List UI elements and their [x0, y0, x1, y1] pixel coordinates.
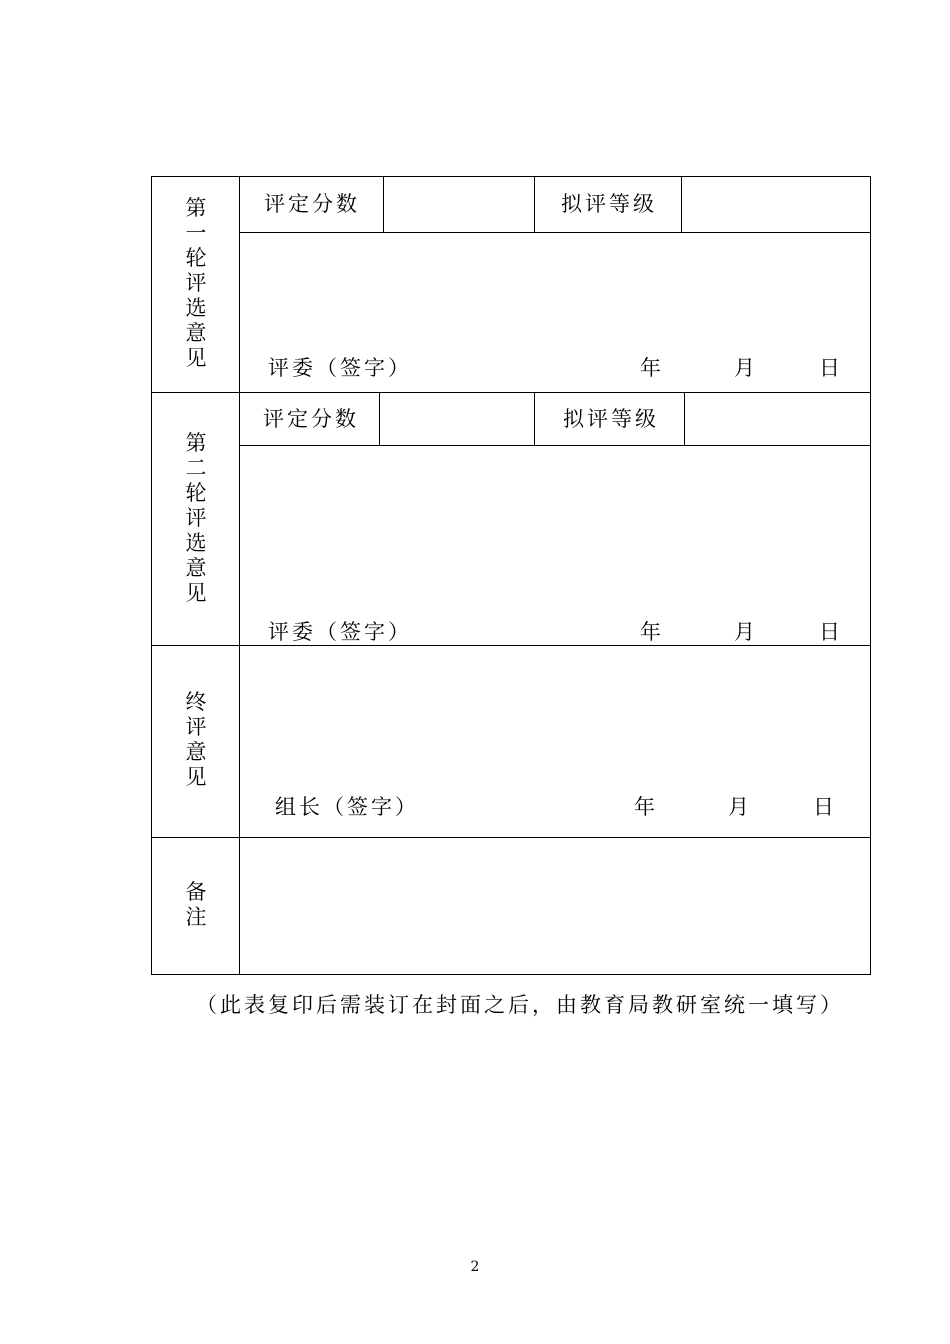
final-year: 年 [634, 795, 658, 819]
round2-day: 日 [819, 620, 843, 644]
final-header: 终评意见 [185, 690, 207, 789]
remarks-content-area[interactable] [241, 839, 869, 973]
page-number: 2 [470, 1259, 480, 1275]
final-month: 月 [728, 795, 752, 819]
round2-score-input[interactable] [381, 393, 533, 445]
remarks-header: 备注 [185, 880, 207, 929]
evaluation-form-table [151, 176, 871, 975]
footnote: （此表复印后需装订在封面之后，由教育局教研室统一填写） [196, 993, 844, 1017]
round1-signer-label: 评委（签字） [268, 356, 412, 380]
round2-grade-input[interactable] [686, 393, 869, 445]
round1-grade-label: 拟评等级 [561, 192, 657, 216]
final-signer-label: 组长（签字） [275, 795, 419, 819]
round2-opinion-area[interactable] [241, 447, 869, 617]
round1-score-label: 评定分数 [264, 192, 360, 216]
round1-month: 月 [734, 356, 758, 380]
final-opinion-area[interactable] [241, 647, 869, 787]
round2-year: 年 [640, 620, 664, 644]
round1-year: 年 [640, 356, 664, 380]
round1-score-input[interactable] [385, 177, 533, 232]
round2-header: 第二轮评选意见 [185, 431, 207, 605]
round2-month: 月 [734, 620, 758, 644]
round1-opinion-area[interactable] [241, 234, 869, 354]
final-day: 日 [813, 795, 837, 819]
round1-day: 日 [819, 356, 843, 380]
round2-signer-label: 评委（签字） [268, 620, 412, 644]
round1-header: 第一轮评选意见 [185, 196, 207, 370]
round2-grade-label: 拟评等级 [563, 407, 659, 431]
round2-score-label: 评定分数 [263, 407, 359, 431]
round1-grade-input[interactable] [683, 177, 869, 232]
